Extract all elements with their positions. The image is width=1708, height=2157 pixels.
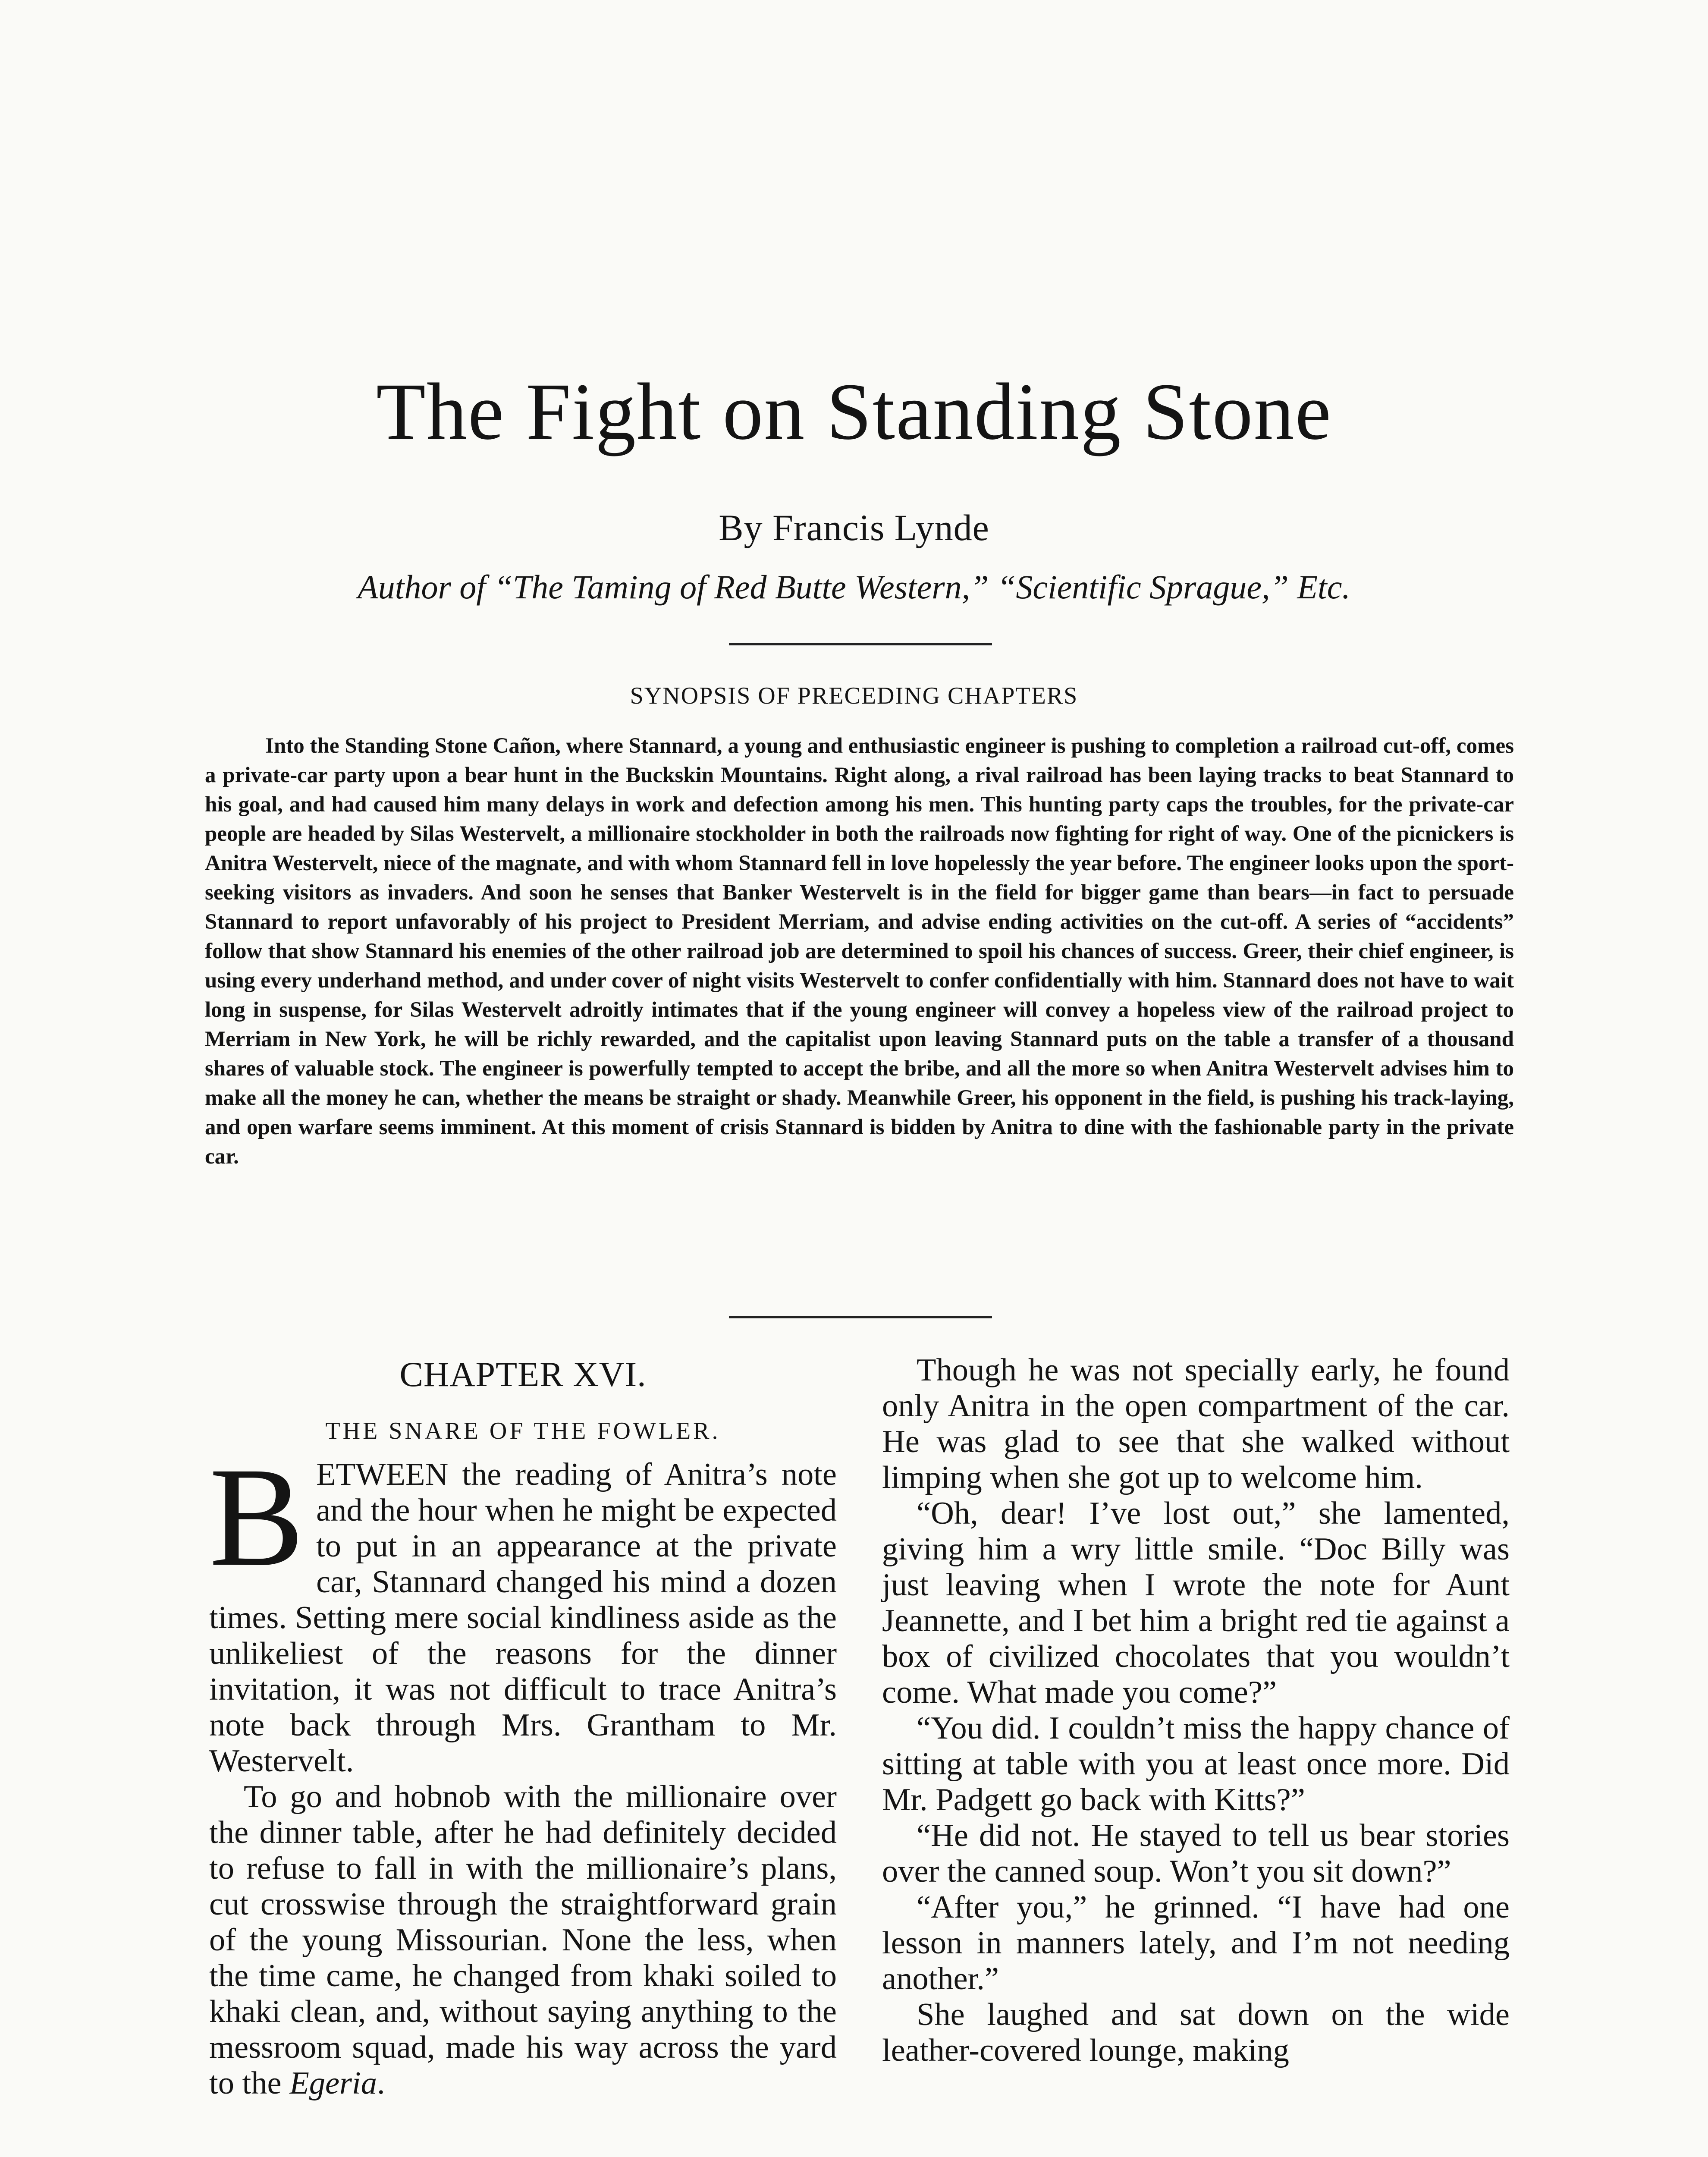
author-byline: By Francis Lynde bbox=[719, 507, 989, 548]
chapter-subtitle: THE SNARE OF THE FOWLER. bbox=[325, 1418, 721, 1444]
paragraph: To go and hobnob with the millionaire over the dinner table, after he had definitely decided to refuse to fall in with the millionaire’s plans, cut crosswise through the straightforward grain of the young Missourian. None the less, when the time came, he changed from khaki soiled to khaki clean, and, without saying anything to the messroom squad, made his way across the yard to the Egeria. bbox=[209, 1779, 837, 2101]
divider-rule bbox=[729, 1316, 992, 1318]
paragraph: BETWEEN the reading of Anitra’s note and the hour when he might be expected to put in an appearance at the private car, Stannard changed his mind a dozen times. Setting mere social kindliness aside as the unlikeliest of the reasons for the dinner invitation, it was not difficult to trace Anitra’s note back through Mrs. Grantham to Mr. Westervelt. bbox=[209, 1438, 837, 1779]
left-column bbox=[209, 1352, 837, 2101]
drop-cap: B bbox=[209, 1438, 305, 1596]
right-column bbox=[882, 1352, 1510, 2069]
chapter-number: CHAPTER XVI. bbox=[399, 1355, 647, 1394]
synopsis-text: Into the Standing Stone Cañon, where Stannard, a young and enthusiastic engineer is pushing to completion a railroad cut-off, comes a private-car party upon a bear hunt in the Buckskin Mountains. Right along, a rival railroad has been laying tracks to beat Stannard to his goal, and had caused him many delays in work and defection among his men. This hunting party caps the troubles, for the private-car people are headed by Silas Westervelt, a millionaire stockholder in both the railroads now fighting for right of way. One of the picnickers is Anitra Westervelt, niece of the magnate, and with whom Stannard fell in love hopelessly the year before. The engineer looks upon the sport-seeking visitors as invaders. And soon he senses that Banker Westervelt is in the field for bigger game than bears—in fact to persuade Stannard to report unfavorably of his project to President Merriam, and advise ending activities on the cut-off. A series of “accidents” follow that show Stannard his enemies of the other railroad job are determined to spoil his chances of success. Greer, their chief engineer, is using every underhand method, and under cover of night visits Westervelt to confer confidentially with him. Stannard does not have to wait long in suspense, for Silas Westervelt adroitly intimates that if the young engineer will convey a hopeless view of the railroad project to Merriam in New York, he will be richly rewarded, and the capitalist upon leaving Stannard puts on the table a transfer of a thousand shares of valuable stock. The engineer is powerfully tempted to accept the bribe, and all the more so when Anitra Westervelt advises him to make all the money he can, whether the means be straight or shady. Meanwhile Greer, his opponent in the field, is pushing his track-laying, and open warfare seems imminent. At this moment of crisis Stannard is bidden by Anitra to dine with the fashionable party in the private car. bbox=[205, 734, 1514, 1169]
paragraph: “He did not. He stayed to tell us bear stories over the canned soup. Won’t you sit down?” bbox=[882, 1818, 1510, 1889]
divider-rule bbox=[729, 643, 992, 645]
paragraph: She laughed and sat down on the wide leather-covered lounge, making bbox=[882, 1997, 1510, 2068]
paragraph: Though he was not specially early, he found only Anitra in the open compartment of the car. He was glad to see that she walked without limping when she got up to welcome him. bbox=[882, 1352, 1510, 1495]
author-credits: Author of “The Taming of Red Butte Western,” “Scientific Sprague,” Etc. bbox=[358, 568, 1350, 606]
synopsis-heading: SYNOPSIS OF PRECEDING CHAPTERS bbox=[630, 682, 1078, 709]
paragraph: “Oh, dear! I’ve lost out,” she lamented, giving him a wry little smile. “Doc Billy was just leaving when I wrote the note for Aunt Jeannette, and I bet him a bright red tie against a box of civilized chocolates that you wouldn’t come. What made you come?” bbox=[882, 1496, 1510, 1710]
story-title: The Fight on Standing Stone bbox=[376, 366, 1332, 456]
ship-name: Egeria bbox=[289, 2066, 377, 2101]
paragraph: “You did. I couldn’t miss the happy chance of sitting at table with you at least once more. Did Mr. Padgett go back with Kitts?” bbox=[882, 1711, 1510, 1817]
paragraph: “After you,” he grinned. “I have had one lesson in manners lately, and I’m not needing another.” bbox=[882, 1890, 1510, 1997]
